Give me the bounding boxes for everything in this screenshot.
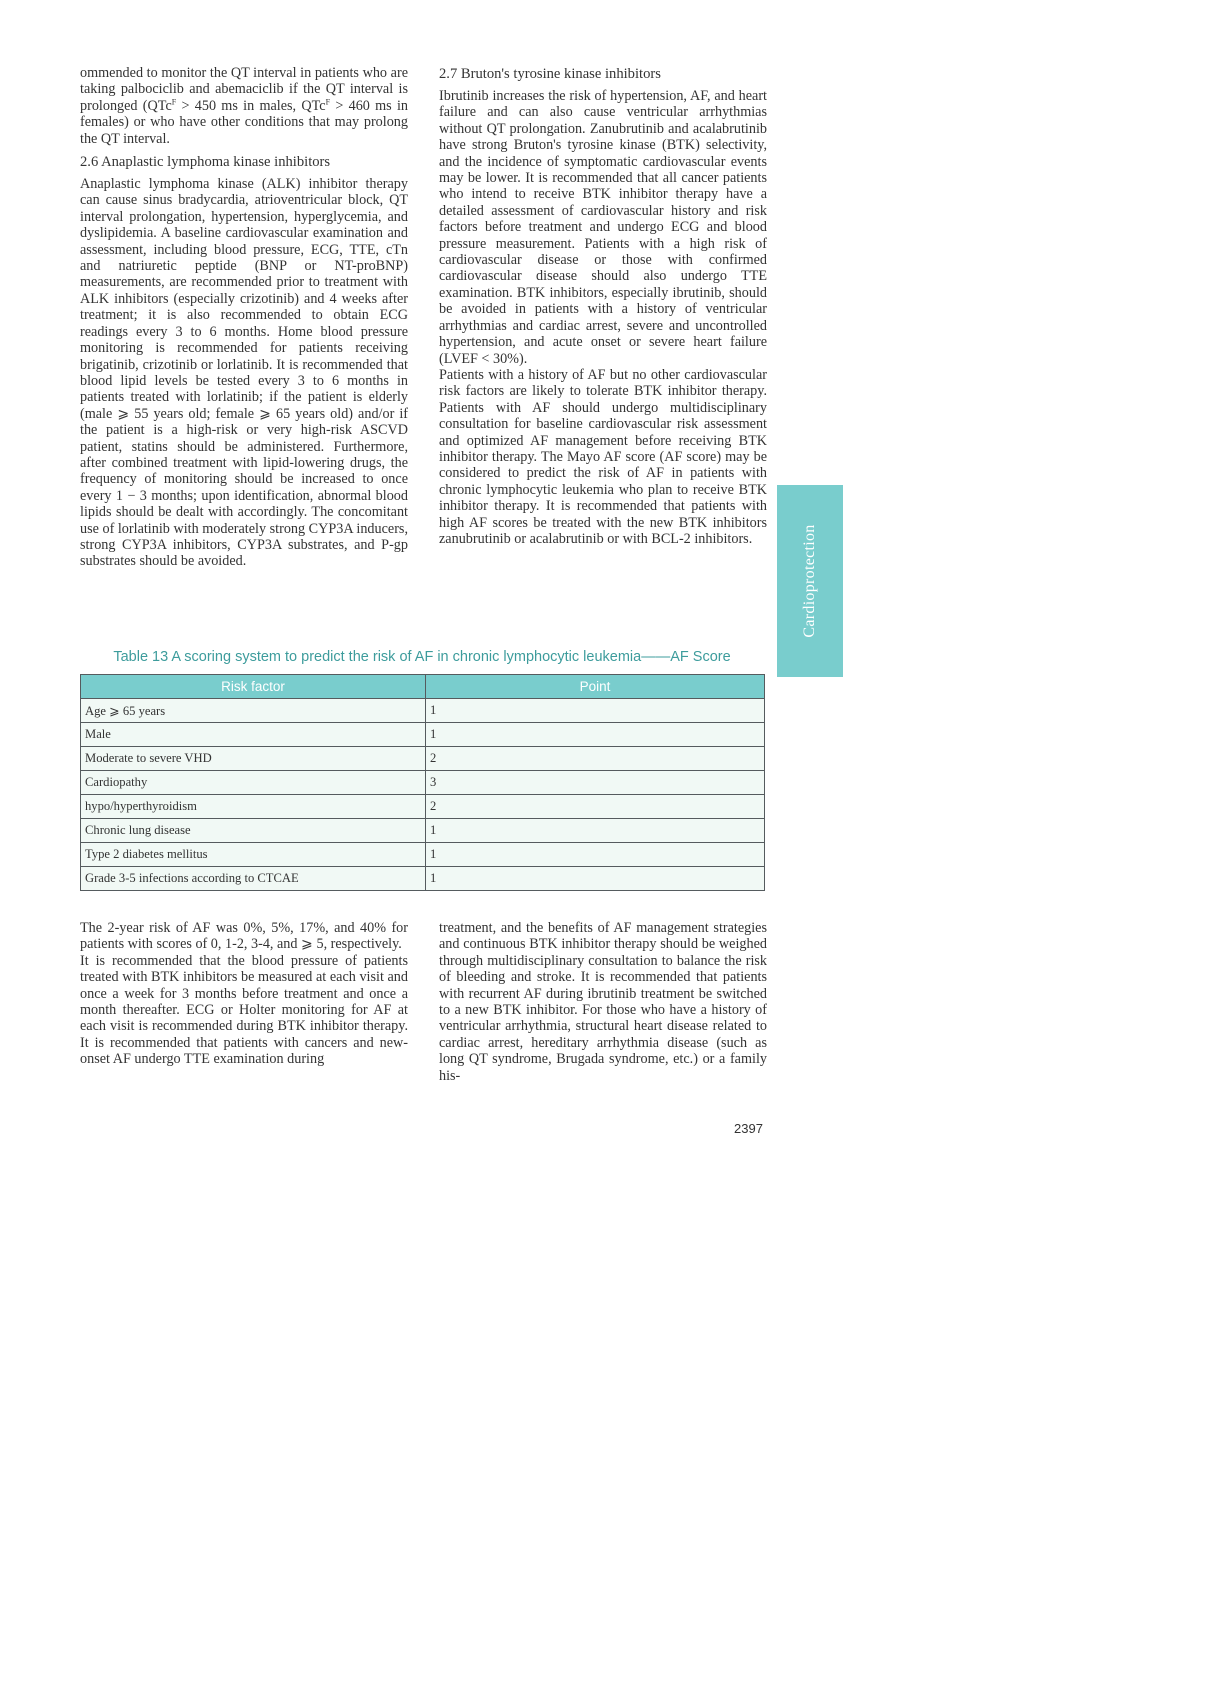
risk-factor-cell: Male — [81, 723, 426, 747]
left-column — [80, 65, 408, 570]
table-header-row — [81, 675, 765, 699]
section-heading-2-6: 2.6 Anaplastic lymphoma kinase inhibitors — [80, 154, 331, 171]
section-tab-cardioprotection — [777, 485, 843, 677]
point-cell: 3 — [426, 771, 765, 795]
table-row — [81, 843, 765, 867]
risk-factor-cell: Age ⩾ 65 years — [81, 699, 426, 723]
point-cell: 1 — [426, 699, 765, 723]
point-cell: 1 — [426, 723, 765, 747]
table-caption: Table 13 A scoring system to predict the risk of AF in chronic lymphocytic leukemia——AF Score — [113, 649, 731, 665]
table-row — [81, 867, 765, 891]
risk-factor-cell: Cardiopathy — [81, 771, 426, 795]
point-cell: 1 — [426, 819, 765, 843]
table-row — [81, 723, 765, 747]
paragraph-btk-risk: Ibrutinib increases the risk of hypertension, AF, and heart failure and can also cause ventricular arrhythmias without QT prolongation. Zanubrutinib and acalabrutinib have strong Bruton's tyrosine kinase (BTK) selectivity, and the incidence of symptomatic cardiovascular events may be lower. It is recommended that all cancer patients who intend to receive BTK inhibitor therapy have a detailed assessment of cardiovascular history and risk factors before treatment and undergo ECG and blood pressure measurement. Patients with a high risk of cardiovascular disease or those with confirmed cardiovascular disease should also undergo TTE examination. BTK inhibitors, especially ibrutinib, should be avoided in patients with a history of ventricular arrhythmias and cardiac arrest, severe and uncontrolled hypertension, and acute onset or severe heart failure (LVEF < 30%). — [439, 88, 767, 367]
header-point: Point — [426, 675, 765, 699]
paragraph-qt-monitoring: ommended to monitor the QT interval in patients who are taking palbociclib and abemaciclib if the QT interval is prolonged (QTc$^F$ > 450 ms in males, QTc$^F$ > 460 ms in females) or who have other conditions that may prolong the QT interval. — [80, 65, 409, 147]
header-risk-factor: Risk factor — [81, 675, 426, 699]
point-cell: 2 — [426, 795, 765, 819]
risk-factor-cell: hypo/hyperthyroidism — [81, 795, 426, 819]
table-row — [81, 819, 765, 843]
bottom-left-column — [80, 920, 408, 1068]
table-row — [81, 699, 765, 723]
point-cell: 2 — [426, 747, 765, 771]
risk-factor-cell: Moderate to severe VHD — [81, 747, 426, 771]
page-number: 2397 — [734, 1121, 763, 1136]
section-heading-2-7: 2.7 Bruton's tyrosine kinase inhibitors — [439, 66, 661, 82]
right-column — [439, 65, 767, 547]
paragraph-alk-inhibitors: Anaplastic lymphoma kinase (ALK) inhibitor therapy can cause sinus bradycardia, atrioventricular block, QT interval prolongation, hypertension, hyperglycemia, and dyslipidemia. A baseline cardiovascular examination and assessment, including blood pressure, ECG, TTE, cTn and natriuretic peptide (BNP or NT-proBNP) measurements, are recommended prior to treatment with ALK inhibitors (especially crizotinib) and 4 weeks after treatment; it is also recommended to obtain ECG readings every 3 to 6 months. Home blood pressure monitoring is recommended for patients receiving brigatinib, crizotinib or lorlatinib. It is recommended that blood lipid levels be tested every 3 to 6 months in patients treated with lorlatinib; if the patient is elderly (male ⩾ 55 years old; female ⩾ 65 years old) and/or if the patient is a high-risk or very high-risk ASCVD patient, statins should be administered. Furthermore, after combined treatment with lipid-lowering drugs, the frequency of monitoring should be increased to once every 1 − 3 months; upon identification, abnormal blood lipids should be dealt with accordingly. The concomitant use of lorlatinib with moderately strong CYP3A inducers, strong CYP3A inhibitors, CYP3A substrates, and P-gp substrates should be avoided. — [80, 176, 408, 570]
point-cell: 1 — [426, 843, 765, 867]
section-tab-label: Cardioprotection — [801, 524, 818, 638]
risk-factor-cell: Type 2 diabetes mellitus — [81, 843, 426, 867]
paragraph-bp-monitoring: It is recommended that the blood pressure of patients treated with BTK inhibitors be measured at each visit and once a week for 3 months before treatment and once a month thereafter. ECG or Holter monitoring for AF at each visit is recommended during BTK inhibitor therapy. It is recommended that patients with cancers and new-onset AF undergo TTE examination during — [80, 952, 408, 1068]
risk-factor-cell: Grade 3-5 infections according to CTCAE — [81, 867, 426, 891]
table-row — [81, 747, 765, 771]
paragraph-af-risk: The 2-year risk of AF was 0%, 5%, 17%, and 40% for patients with scores of 0, 1-2, 3-4, and ⩾ 5, respectively. — [80, 920, 408, 953]
paragraph-af-history: Patients with a history of AF but no other cardiovascular risk factors are likely to tolerate BTK inhibitor therapy. Patients with AF should undergo multidisciplinary consultation for baseline cardiovascular risk assessment and optimized AF management before receiving BTK inhibitor therapy. The Mayo AF score (AF score) may be considered to predict the risk of AF in patients with chronic lymphocytic leukemia who plan to receive BTK inhibitor therapy. It is recommended that patients with high AF scores be treated with the new BTK inhibitors zanubrutinib or acalabrutinib or with BCL-2 inhibitors. — [439, 366, 767, 547]
paragraph-af-management: treatment, and the benefits of AF management strategies and continuous BTK inhibitor therapy should be weighed through multidisciplinary consultation to balance the risk of bleeding and stroke. It is recommended that patients with recurrent AF during ibrutinib treatment be switched to a new BTK inhibitor. For those who have a history of ventricular arrhythmia, structural heart disease related to cardiac arrest, hereditary arrhythmia disease (such as long QT syndrome, Brugada syndrome, etc.) or a family his- — [439, 920, 767, 1084]
point-cell: 1 — [426, 867, 765, 891]
table-row — [81, 795, 765, 819]
table-row — [81, 771, 765, 795]
af-score-table — [80, 674, 765, 891]
bottom-right-column — [439, 920, 767, 1084]
risk-factor-cell: Chronic lung disease — [81, 819, 426, 843]
